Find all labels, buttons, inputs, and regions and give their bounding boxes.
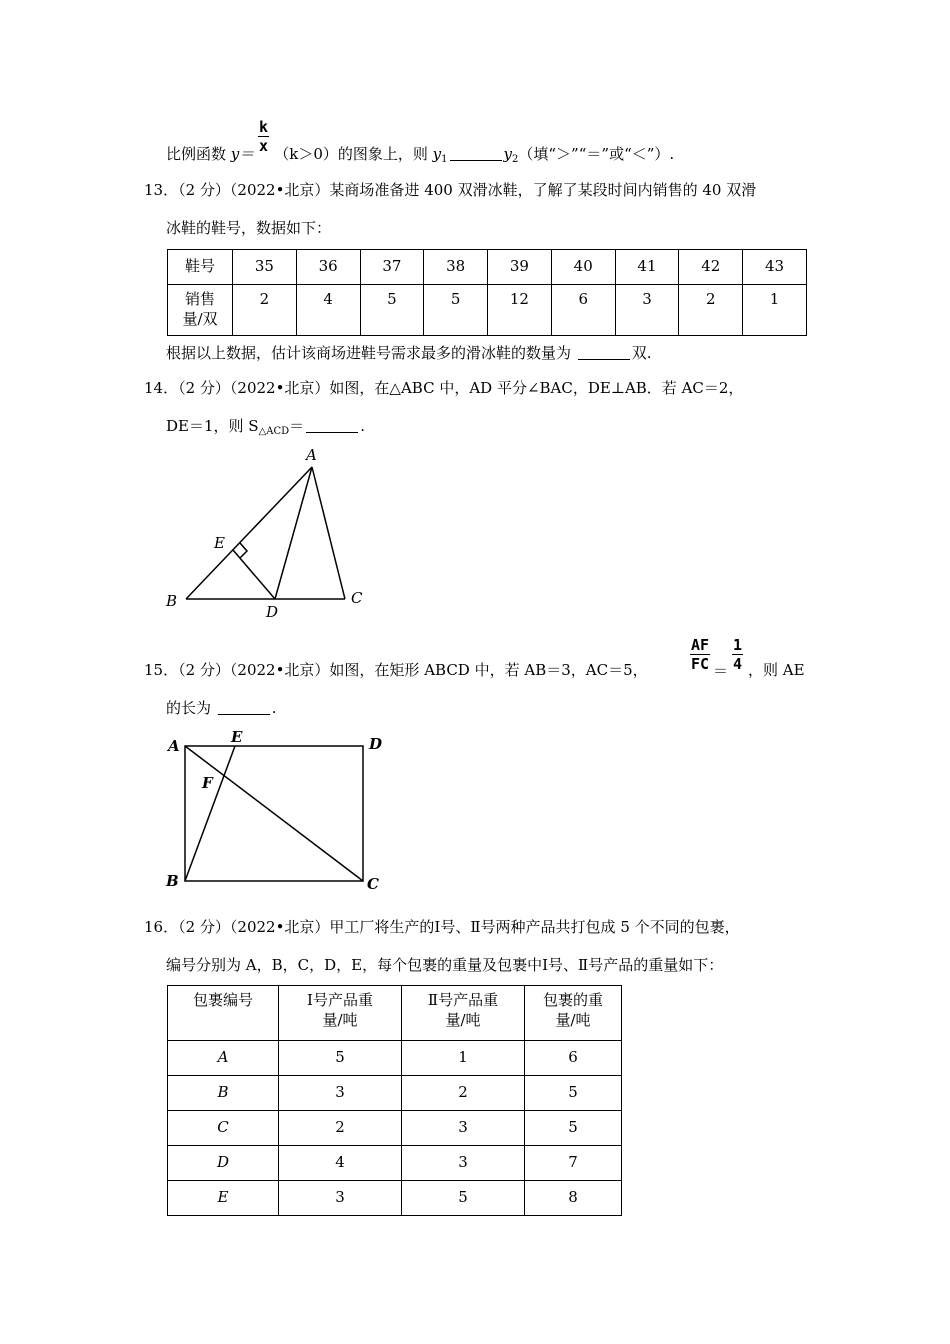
q16-cell: A	[168, 1041, 279, 1076]
q16-header-cell	[402, 986, 525, 1041]
q13-size-cell: 41	[615, 250, 679, 285]
q12-y1-sub: 1	[441, 154, 448, 165]
q16-number: 16．	[144, 918, 179, 936]
q12-suffix: （填“＞”“＝”或“＜”）.	[518, 145, 675, 163]
table-row	[168, 1076, 622, 1111]
q13-size-cell: 35	[233, 250, 297, 285]
q13-count-cell: 12	[488, 285, 552, 336]
q16-header-line: 包裹的重	[542, 991, 603, 1009]
fraction-denominator: 4	[733, 655, 743, 673]
label-B: B	[166, 592, 178, 610]
q16-header-cell	[525, 986, 622, 1041]
q14-triangle-figure	[160, 442, 380, 622]
q16-cell: E	[168, 1181, 279, 1216]
q16-header-line: 量/吨	[445, 1011, 481, 1029]
q15-eq: ＝	[713, 662, 729, 680]
q13-size-cell: 39	[488, 250, 552, 285]
label-D: D	[266, 603, 279, 621]
q14-line1	[144, 378, 743, 398]
q14-answer-blank[interactable]	[306, 418, 358, 433]
q13-count-cell: 2	[233, 285, 297, 336]
q13-row2-label	[168, 285, 233, 336]
right-angle-mark	[240, 543, 247, 558]
label-E: E	[231, 728, 243, 746]
q12-y1: y	[432, 145, 442, 163]
q16-cell: 1	[402, 1041, 525, 1076]
fraction-af-over-fc	[690, 636, 710, 673]
q12-answer-blank[interactable]	[450, 146, 502, 161]
q16-cell: 2	[279, 1111, 402, 1146]
q16-cell: 5	[525, 1076, 622, 1111]
q16-package-table	[167, 985, 622, 1216]
segment-DE	[233, 550, 275, 599]
q12-prefix: 比例函数	[166, 145, 231, 163]
q13-stem-1: （2 分）（2022•北京）某商场准备进 400 双滑冰鞋，了解了某段时间内销售的 40 双滑	[178, 181, 757, 199]
label-E: E	[214, 534, 225, 552]
q16-header-line: 量/吨	[322, 1011, 358, 1029]
q13-row2-label-a: 销售	[184, 290, 215, 308]
fraction-numerator: AF	[691, 636, 710, 654]
fraction-denominator: FC	[691, 655, 710, 673]
q13-count-cell: 1	[743, 285, 807, 336]
q14-number: 14．	[144, 379, 179, 397]
table-row	[168, 1041, 622, 1076]
label-A: A	[168, 737, 180, 755]
q16-line1	[144, 917, 740, 937]
q12-y2-sub: 2	[512, 154, 519, 165]
q14-line2	[166, 416, 365, 442]
q13-size-cell: 37	[360, 250, 424, 285]
q13-shoe-size-table	[167, 249, 807, 336]
q15-line1-end	[748, 660, 805, 680]
q16-stem-1: （2 分）（2022•北京）甲工厂将生产的Ⅰ号、Ⅱ号两种产品共打包成 5 个不同的包裹，	[178, 918, 740, 936]
q13-after-suffix: 双.	[631, 344, 652, 362]
q13-size-cell: 43	[743, 250, 807, 285]
q13-number: 13．	[144, 181, 179, 199]
q15-answer-blank[interactable]	[218, 700, 270, 715]
q13-count-cell: 6	[551, 285, 615, 336]
fraction-numerator: 1	[733, 636, 743, 654]
q14-stem-2b: ＝	[289, 417, 305, 435]
q13-count-cell: 5	[360, 285, 424, 336]
q14-stem-end: .	[360, 417, 365, 435]
q16-cell: 4	[279, 1146, 402, 1181]
q16-cell: C	[168, 1111, 279, 1146]
table-row	[168, 986, 622, 1041]
q16-header-line: 量/吨	[555, 1011, 591, 1029]
q16-cell: 3	[279, 1076, 402, 1111]
q16-cell: B	[168, 1076, 279, 1111]
q12-y-eq: y＝	[230, 145, 255, 163]
q13-size-cell: 40	[551, 250, 615, 285]
label-B: B	[166, 872, 179, 890]
q16-header-line: 包裹编号	[192, 991, 253, 1009]
q13-size-cell: 42	[679, 250, 743, 285]
segment-AC	[312, 467, 345, 599]
q16-header-line: Ⅰ号产品重	[307, 991, 373, 1009]
q13-count-cell: 4	[296, 285, 360, 336]
q13-stem-2: 冰鞋的鞋号，数据如下：	[166, 219, 332, 237]
table-row	[168, 1181, 622, 1216]
q15-rectangle-figure	[160, 726, 400, 896]
table-row	[168, 250, 807, 285]
q16-header-line: Ⅱ号产品重	[427, 991, 499, 1009]
q15-line1	[144, 660, 648, 680]
q16-cell: 2	[402, 1076, 525, 1111]
q16-cell: 8	[525, 1181, 622, 1216]
fraction-denominator: x	[259, 137, 269, 155]
label-C: C	[367, 875, 379, 893]
q13-count-cell: 2	[679, 285, 743, 336]
q14-sub: △ACD	[258, 426, 290, 437]
q14-stem-1: （2 分）（2022•北京）如图，在△ABC 中，AD 平分∠BAC，DE⊥AB．若 AC＝2，	[178, 379, 744, 397]
q13-size-cell: 36	[296, 250, 360, 285]
q16-cell: D	[168, 1146, 279, 1181]
q12-condition: （k＞0）的图象上，则	[274, 145, 433, 163]
q13-row2-label-b: 量/双	[182, 310, 218, 328]
fraction-numerator: k	[259, 118, 269, 136]
label-D: D	[369, 735, 383, 753]
segment-BE	[185, 746, 235, 881]
label-F: F	[202, 774, 213, 792]
q16-cell: 3	[402, 1146, 525, 1181]
q15-stem-end: .	[271, 699, 277, 717]
q15-number: 15．	[144, 661, 179, 679]
q13-line1	[144, 180, 756, 200]
q15-stem-2: 的长为	[166, 699, 216, 717]
table-row	[168, 1111, 622, 1146]
q16-header-cell	[168, 986, 279, 1041]
table-row	[168, 285, 807, 336]
q14-stem-2a: DE＝1，则 S	[166, 417, 259, 435]
q13-count-cell: 3	[615, 285, 679, 336]
q15-stem-1a: （2 分）（2022•北京）如图，在矩形 ABCD 中，若 AB＝3，AC＝5，	[178, 661, 648, 679]
q15-stem-1b: ，则 AE	[748, 661, 805, 679]
fraction-1-over-4	[732, 636, 743, 673]
q16-cell: 7	[525, 1146, 622, 1181]
q13-row1-label: 鞋号	[168, 250, 233, 285]
q12-tail-line	[166, 144, 674, 170]
q15-line2	[166, 698, 277, 718]
q16-cell: 3	[279, 1181, 402, 1216]
q13-count-cell: 5	[424, 285, 488, 336]
q16-cell: 5	[402, 1181, 525, 1216]
label-C: C	[351, 589, 363, 607]
q16-cell: 3	[402, 1111, 525, 1146]
label-A: A	[306, 446, 317, 464]
q13-answer-blank[interactable]	[578, 345, 630, 360]
segment-AC	[185, 746, 363, 881]
table-row	[168, 1146, 622, 1181]
q13-size-cell: 38	[424, 250, 488, 285]
q16-stem-2: 编号分别为 A，B，C，D，E，每个包裹的重量及包裹中Ⅰ号、Ⅱ号产品的重量如下：	[166, 956, 724, 974]
q16-cell: 6	[525, 1041, 622, 1076]
q13-after-prefix: 根据以上数据，估计该商场进鞋号需求最多的滑冰鞋的数量为	[166, 344, 576, 362]
q16-cell: 5	[525, 1111, 622, 1146]
q13-after-line	[166, 343, 652, 363]
q16-cell: 5	[279, 1041, 402, 1076]
q13-line2	[166, 218, 331, 238]
q16-line2	[166, 955, 723, 975]
q12-y2: y	[503, 145, 513, 163]
q16-header-cell	[279, 986, 402, 1041]
